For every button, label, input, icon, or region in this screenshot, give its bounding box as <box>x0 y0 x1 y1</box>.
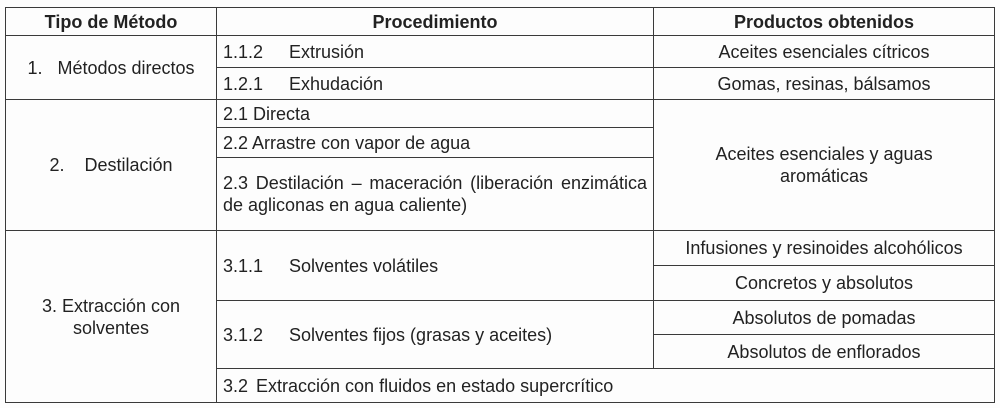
procedure-label: Solventes volátiles <box>289 255 439 276</box>
procedure-number: 1.1.2 <box>223 41 264 62</box>
methods-table <box>5 7 995 403</box>
procedure-number: 1.2.1 <box>223 73 264 94</box>
header-row <box>6 8 995 36</box>
method-cell-destilacion: 2. Destilación <box>6 100 217 231</box>
product-cell: Aceites esenciales y aguas aromáticas <box>654 100 995 231</box>
procedure-cell <box>217 68 654 100</box>
product-cell: Absolutos de pomadas <box>654 301 995 335</box>
table-row <box>6 100 995 128</box>
product-cell: Infusiones y resinoides alcohólicos <box>654 231 995 266</box>
procedure-number: 3.1.1 <box>223 255 264 276</box>
procedure-label: Exhudación <box>289 73 384 94</box>
product-cell: Absolutos de enflorados <box>654 335 995 369</box>
procedure-cell <box>217 36 654 68</box>
product-cell: Concretos y absolutos <box>654 266 995 301</box>
method-cell-extraccion: 3. Extracción con solventes <box>6 231 217 403</box>
table-row <box>6 231 995 266</box>
table-row <box>6 36 995 68</box>
procedure-label: Solventes fijos (grasas y aceites) <box>289 324 553 345</box>
procedure-cell: 2.1 Directa <box>217 100 654 128</box>
header-tipo: Tipo de Método <box>6 8 217 36</box>
product-cell: Gomas, resinas, bálsamos <box>654 68 995 100</box>
procedure-cell: 2.3 Destilación – maceración (liberación enzimática de agliconas en agua caliente) <box>217 158 654 231</box>
product-cell: Aceites esenciales cítricos <box>654 36 995 68</box>
procedure-number: 3.2 <box>223 375 249 396</box>
method-cell-directos: 1. Métodos directos <box>6 36 217 100</box>
header-productos: Productos obtenidos <box>654 8 995 36</box>
procedure-cell: 2.2 Arrastre con vapor de agua <box>217 128 654 158</box>
procedure-label: Extrusión <box>289 41 365 62</box>
procedure-cell <box>217 231 654 301</box>
procedure-cell <box>217 301 654 369</box>
header-procedimiento: Procedimiento <box>217 8 654 36</box>
procedure-label: Extracción con fluidos en estado supercrítico <box>256 375 614 396</box>
procedure-cell <box>217 369 995 403</box>
procedure-number: 3.1.2 <box>223 324 264 345</box>
